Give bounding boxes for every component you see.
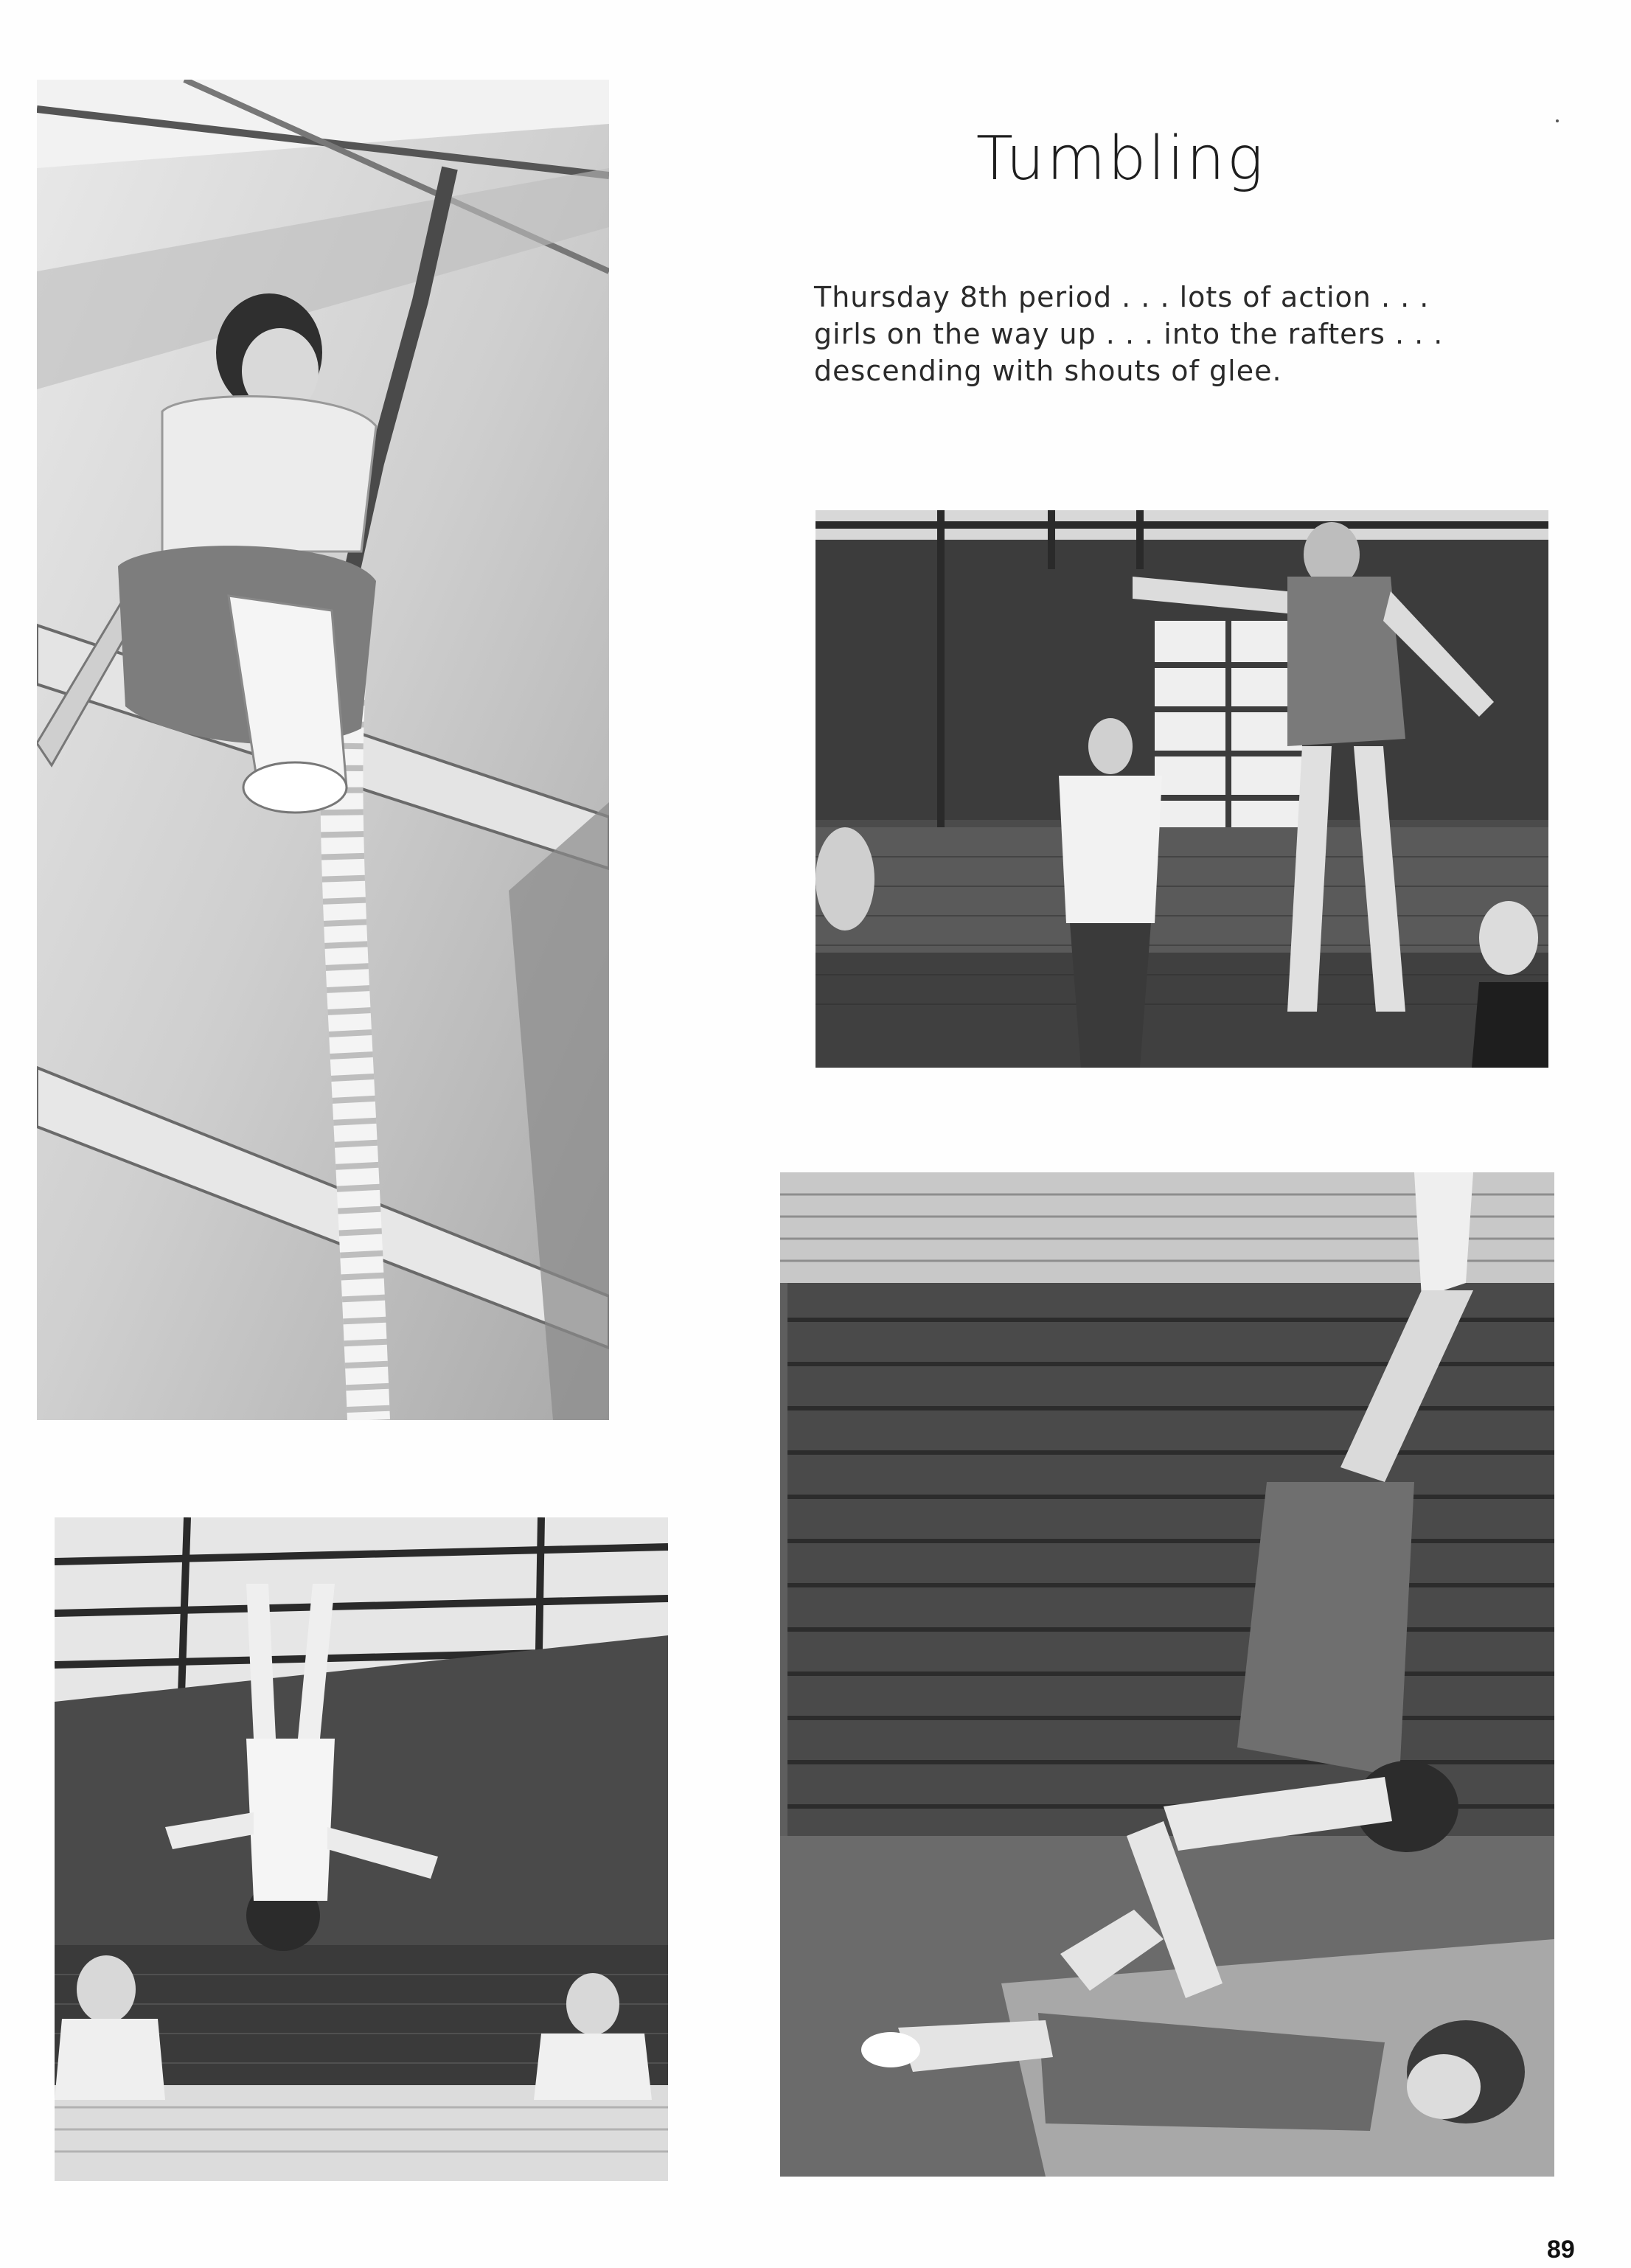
partner-balance-image (780, 1172, 1554, 2177)
flip-image (55, 1517, 668, 2181)
print-speck (1556, 119, 1559, 122)
page-caption: Thursday 8th period . . . lots of action . . . girls on the way up . . . into the rafters . . . descending with shouts of glee. (814, 281, 1444, 387)
page-number: 89 (1547, 2236, 1575, 2264)
trampoline-jump-photo (816, 510, 1548, 1068)
rope-climb-photo (37, 80, 609, 1420)
flip-photo (55, 1517, 668, 2181)
partner-balance-photo (780, 1172, 1554, 2177)
trampoline-jump-image (816, 510, 1548, 1068)
page-title: Tumbling (976, 124, 1266, 194)
rope-climb-image (37, 80, 609, 1420)
